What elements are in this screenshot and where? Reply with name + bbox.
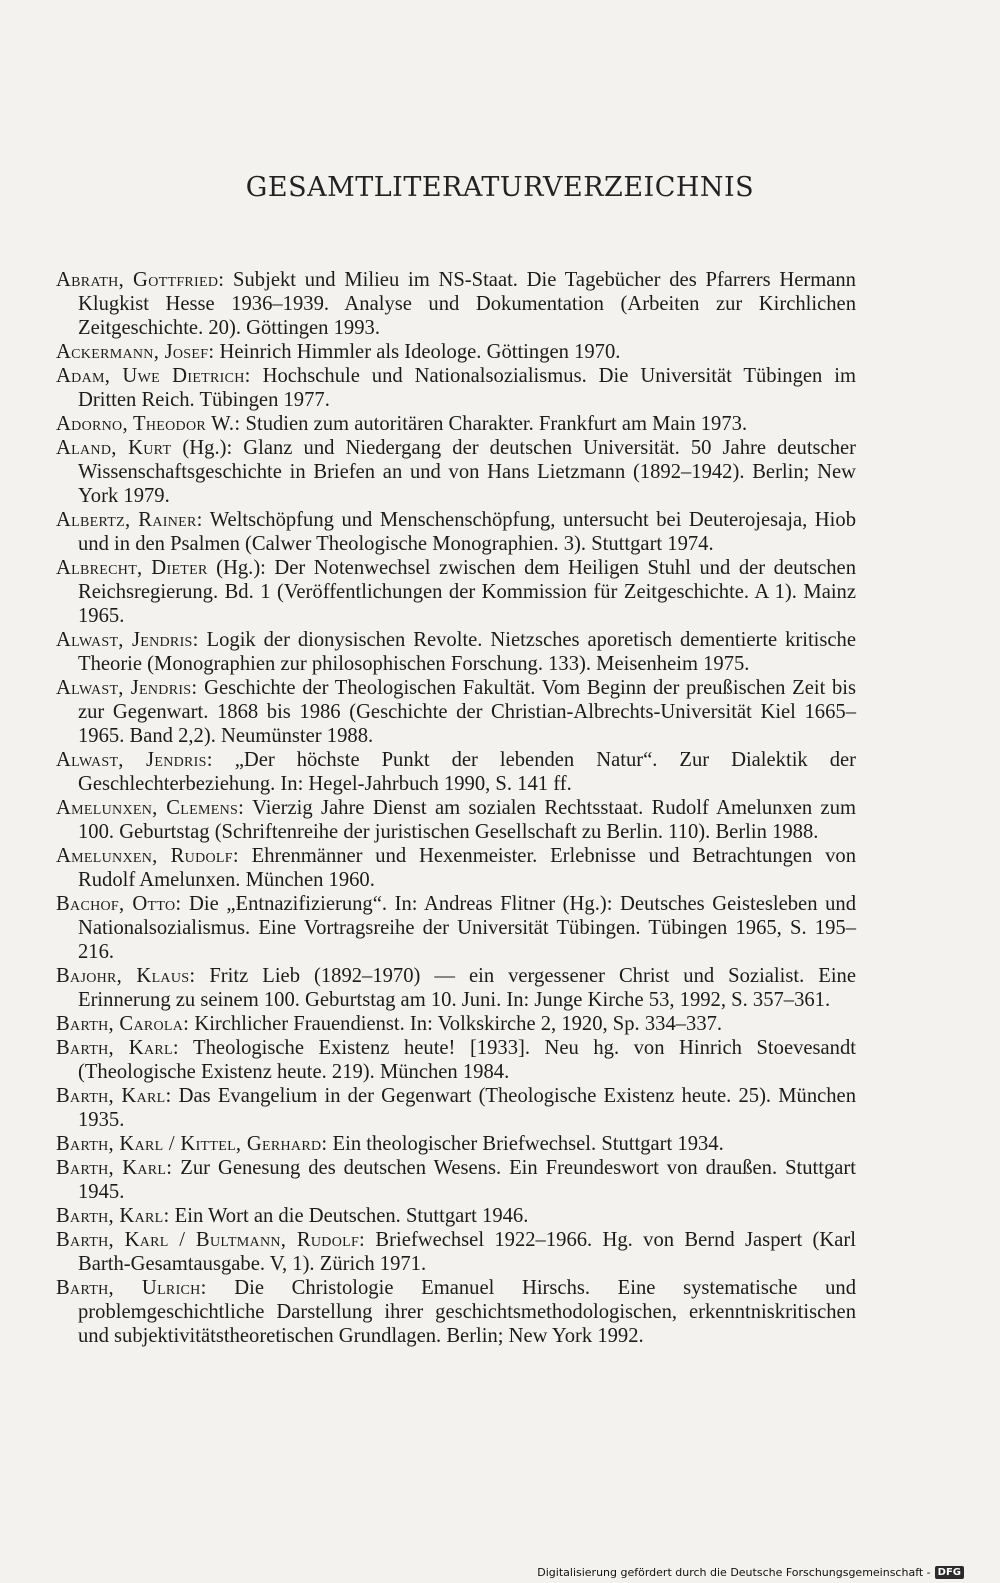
bib-entry-text: Hochschule und Nationalsozialismus. Die Universität Tübingen im Dritten Reich. Tübingen 1977.: [78, 365, 857, 411]
bib-entry-author: Adorno, Theodor W.:: [56, 413, 241, 435]
bib-entry: [56, 1156, 856, 1204]
bib-entry: [56, 748, 856, 796]
bib-entry-author: Albrecht, Dieter: [56, 557, 208, 579]
bib-entry-text: Logik der dionysischen Revolte. Nietzsches aporetisch dementierte kritische Theorie (Monographien zur philosophischen Forschung. 133). Meisenheim 1975.: [78, 629, 856, 675]
bib-entry: [56, 628, 856, 676]
bib-entry-author: Alwast, Jendris:: [56, 677, 198, 699]
bib-entry-text: Heinrich Himmler als Ideologe. Göttingen 1970.: [214, 341, 621, 363]
dfg-logo-icon: DFG: [935, 1566, 964, 1579]
page-title: GESAMTLITERATURVERZEICHNIS: [245, 172, 755, 203]
bib-entry-author: Albertz, Rainer:: [56, 509, 203, 531]
bib-entry: [56, 556, 856, 628]
bib-entry-author: Barth, Karl / Kittel, Gerhard:: [56, 1133, 328, 1155]
bib-entry-author: Barth, Karl:: [56, 1205, 170, 1227]
bib-entry: [56, 1012, 856, 1036]
bib-entry: [56, 412, 856, 436]
bib-entry-text: Die „Entnazifizierung“. In: Andreas Flitner (Hg.): Deutsches Geistesleben und Nationalsozialismus. Eine Vortragsreihe der Universität Tübingen. Tübingen 1965, S. 195–216.: [78, 893, 856, 963]
bib-entry-text: Zur Genesung des deutschen Wesens. Ein Freundeswort von draußen. Stuttgart 1945.: [78, 1157, 857, 1203]
bib-entry-text: (Hg.): Glanz und Niedergang der deutschen Universität. 50 Jahre deutscher Wissenschaftsgeschichte in Briefen an und von Hans Lietzmann (1892–1942). Berlin; New York 1979.: [78, 437, 856, 507]
bib-entry-author: Barth, Karl / Bultmann, Rudolf:: [56, 1229, 366, 1251]
bib-entry: [56, 364, 856, 412]
bib-entry: [56, 676, 856, 748]
bib-entry-author: Adam, Uwe Dietrich:: [56, 365, 251, 387]
bib-entry-text: Subjekt und Milieu im NS-Staat. Die Tagebücher des Pfarrers Hermann Klugkist Hesse 1936–1939. Analyse und Dokumentation (Arbeiten zur Kirchlichen Zeitgeschichte. 20). Göttingen 1993.: [78, 269, 856, 339]
bib-entry: [56, 1084, 856, 1132]
bib-entry-author: Barth, Ulrich:: [56, 1277, 207, 1299]
bib-entry-author: Bachof, Otto:: [56, 893, 182, 915]
bib-entry-text: Geschichte der Theologischen Fakultät. Vom Beginn der preußischen Zeit bis zur Gegenwart. 1868 bis 1986 (Geschichte der Christian-Albrechts-Universität Kiel 1665–1965. Band 2,2). Neumünster 1988.: [78, 677, 856, 747]
bib-entry-author: Bajohr, Klaus:: [56, 965, 196, 987]
bib-entry: [56, 268, 856, 340]
bib-entry-text: „Der höchste Punkt der lebenden Natur“. Zur Dialektik der Geschlechterbeziehung. In: Hegel-Jahrbuch 1990, S. 141 ff.: [78, 749, 856, 795]
bib-entry-text: Ein Wort an die Deutschen. Stuttgart 1946.: [169, 1205, 529, 1227]
bib-entry-text: Weltschöpfung und Menschenschöpfung, untersucht bei Deuterojesaja, Hiob und in den Psalmen (Calwer Theologische Monographien. 3). Stuttgart 1974.: [78, 509, 856, 555]
bib-entry: [56, 1036, 856, 1084]
bib-entry-author: Barth, Carola:: [56, 1013, 190, 1035]
bib-entry: [56, 436, 856, 508]
footer-text: Digitalisierung gefördert durch die Deutsche Forschungsgemeinschaft -: [537, 1566, 931, 1579]
bib-entry-author: Alwast, Jendris:: [56, 629, 199, 651]
bib-entry: [56, 508, 856, 556]
bib-entry-author: Barth, Karl:: [56, 1037, 179, 1059]
bib-entry: [56, 1132, 856, 1156]
bib-entry-text: Fritz Lieb (1892–1970) — ein vergessener Christ und Sozialist. Eine Erinnerung zu seinem 100. Geburtstag am 10. Juni. In: Junge Kirche 53, 1992, S. 357–361.: [78, 965, 856, 1011]
bib-entry: [56, 892, 856, 964]
bib-entry-text: Kirchlicher Frauendienst. In: Volkskirche 2, 1920, Sp. 334–337.: [189, 1013, 723, 1035]
bib-entry-text: Vierzig Jahre Dienst am sozialen Rechtsstaat. Rudolf Amelunxen zum 100. Geburtstag (Schriftenreihe der juristischen Gesellschaft zu Berlin. 110). Berlin 1988.: [78, 797, 857, 843]
bib-entry-author: Aland, Kurt: [56, 437, 172, 459]
bib-entry-text: Das Evangelium in der Gegenwart (Theologische Existenz heute. 25). München 1935.: [78, 1085, 856, 1131]
bib-entry: [56, 1204, 856, 1228]
bib-entry-author: Alwast, Jendris:: [56, 749, 213, 771]
footer: [537, 1566, 964, 1579]
bib-entry: [56, 796, 856, 844]
bib-entry-author: Ackermann, Josef:: [56, 341, 215, 363]
bib-entry-author: Abrath, Gottfried:: [56, 269, 225, 291]
bibliography-list: [56, 268, 856, 1348]
bib-entry-author: Barth, Karl:: [56, 1157, 173, 1179]
bib-entry-text: (Hg.): Der Notenwechsel zwischen dem Heiligen Stuhl und der deutschen Reichsregierung. Bd. 1 (Veröffentlichungen der Kommission für Zeitgeschichte. A 1). Mainz 1965.: [78, 557, 856, 627]
bib-entry-text: Die Christologie Emanuel Hirschs. Eine systematische und problemgeschichtliche Darstellung ihrer geschichtsmethodologischen, erkenntniskritischen und subjektivitätstheoretischen Grundlagen. Berlin; New York 1992.: [78, 1277, 856, 1347]
bib-entry-text: Briefwechsel 1922–1966. Hg. von Bernd Jaspert (Karl Barth-Gesamtausgabe. V, 1). Zürich 1971.: [78, 1229, 856, 1275]
bib-entry-text: Studien zum autoritären Charakter. Frankfurt am Main 1973.: [240, 413, 748, 435]
bib-entry: [56, 340, 856, 364]
bib-entry-text: Ehrenmänner und Hexenmeister. Erlebnisse und Betrachtungen von Rudolf Amelunxen. München 1960.: [78, 845, 856, 891]
bib-entry-text: Theologische Existenz heute! [1933]. Neu hg. von Hinrich Stoevesandt (Theologische Existenz heute. 219). München 1984.: [78, 1037, 857, 1083]
bib-entry-author: Amelunxen, Clemens:: [56, 797, 245, 819]
bib-entry: [56, 964, 856, 1012]
bib-entry-author: Amelunxen, Rudolf:: [56, 845, 239, 867]
bib-entry: [56, 844, 856, 892]
bib-entry-author: Barth, Karl:: [56, 1085, 172, 1107]
bib-entry: [56, 1228, 856, 1276]
bib-entry-text: Ein theologischer Briefwechsel. Stuttgart 1934.: [327, 1133, 724, 1155]
bib-entry: [56, 1276, 856, 1348]
